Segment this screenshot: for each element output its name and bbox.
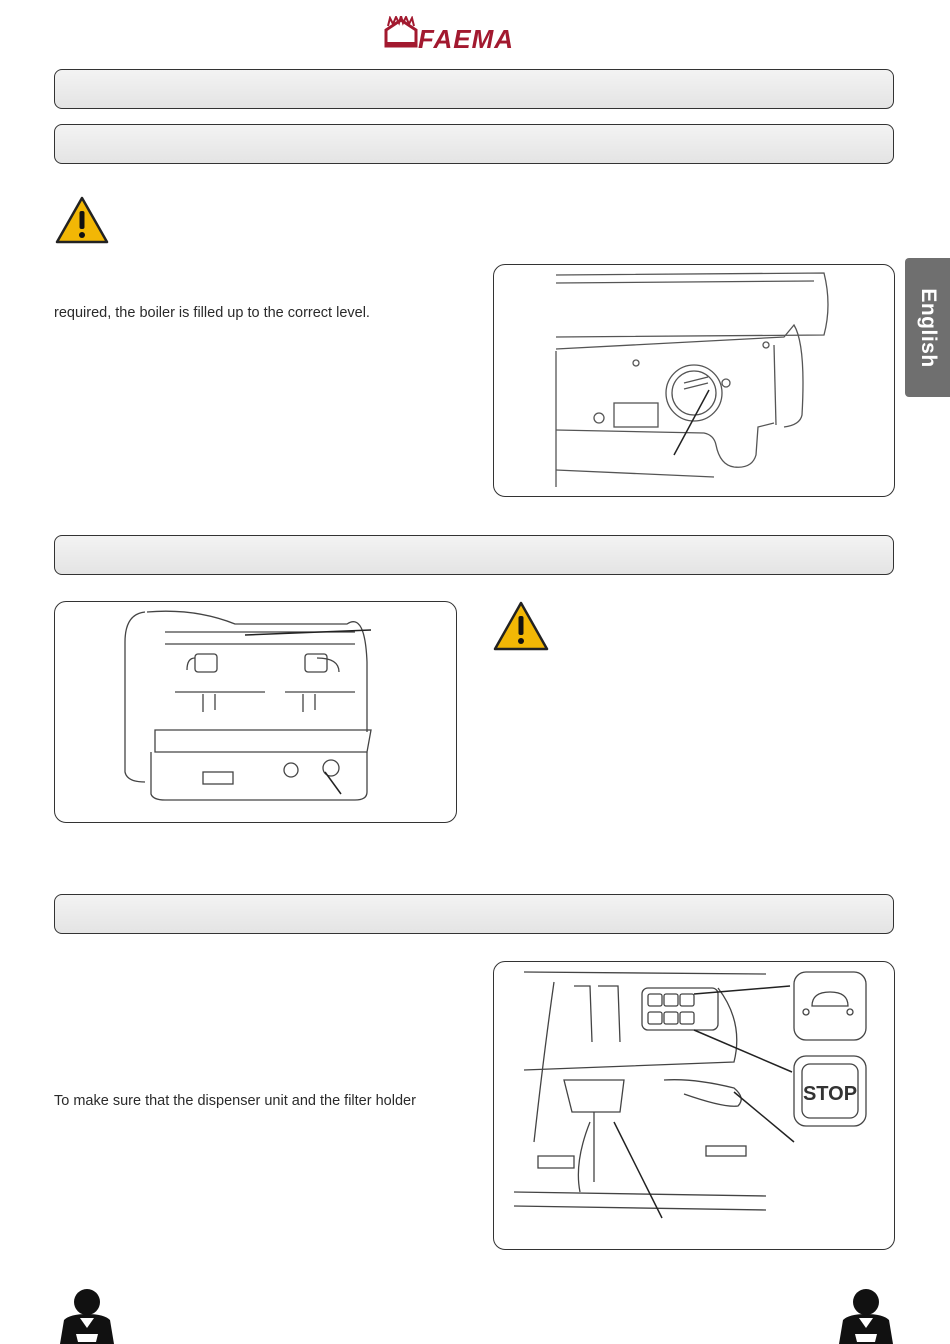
boiler-illustration (494, 265, 895, 497)
figure-boiler-level (493, 264, 895, 497)
espresso-machine-illustration (55, 602, 457, 823)
dispenser-illustration (494, 962, 895, 1250)
section-header-bar-4 (54, 894, 894, 934)
dispenser-check-text: To make sure that the dispenser unit and the filter holder (54, 1093, 416, 1109)
figure-dispenser-unit (493, 961, 895, 1250)
section-header-bar-2 (54, 124, 894, 164)
logo-crown-icon (384, 16, 418, 48)
barista-icon (835, 1288, 897, 1344)
stop-button-label: STOP (802, 1083, 858, 1105)
language-tab-label: English (916, 287, 940, 368)
warning-icon (493, 601, 549, 651)
section-header-bar-1 (54, 69, 894, 109)
warning-icon (55, 196, 109, 244)
barista-icon (56, 1288, 118, 1344)
section-header-bar-3 (54, 535, 894, 575)
language-tab[interactable] (905, 258, 950, 397)
boiler-fill-text: required, the boiler is filled up to the correct level. (54, 305, 370, 321)
figure-machine-overview (54, 601, 457, 823)
brand-name: FAEMA (418, 24, 514, 54)
